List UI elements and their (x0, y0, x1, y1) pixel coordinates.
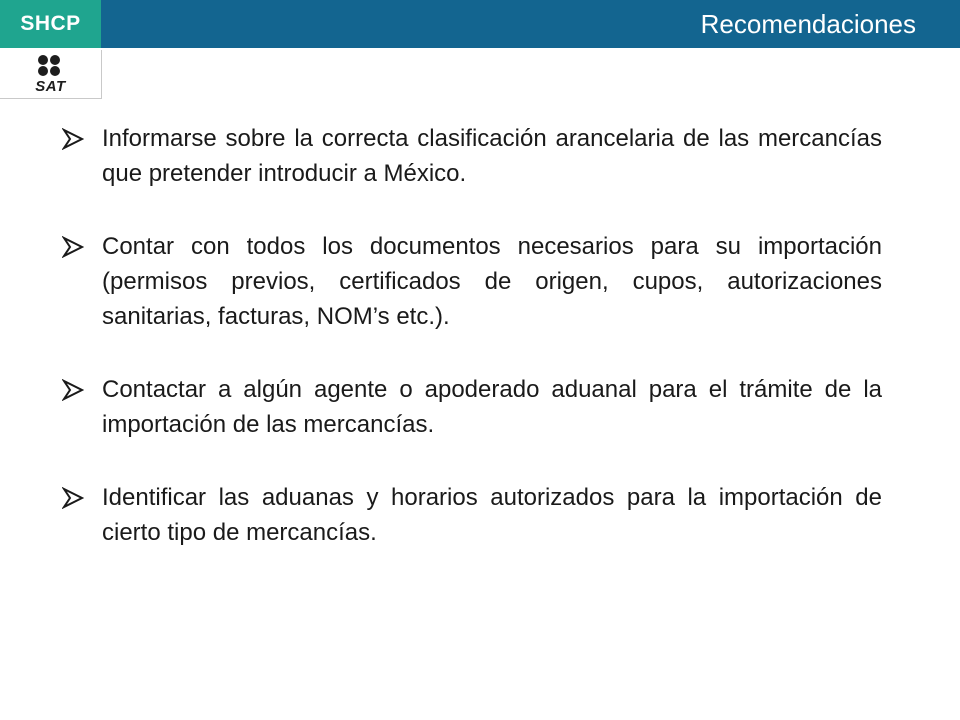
page-title: Recomendaciones (700, 9, 916, 39)
list-item-text: Identificar las aduanas y horarios autorizados para la importación de cierto tipo de mercancías. (102, 484, 882, 546)
shcp-logo (0, 0, 101, 48)
list-item (62, 121, 882, 191)
list-item-text: Contactar a algún agente o apoderado aduanal para el trámite de la importación de las mercancías. (102, 376, 882, 438)
arrowhead-icon (62, 379, 84, 401)
recommendations-list (62, 121, 882, 550)
list-item (62, 480, 882, 550)
shcp-logo-text: SHCP (20, 12, 81, 35)
list-item (62, 372, 882, 442)
list-item (62, 229, 882, 334)
header-bar (0, 0, 960, 48)
arrowhead-icon (62, 128, 84, 150)
list-item-text: Contar con todos los documentos necesarios para su importación (permisos previos, certificados de origen, cupos, autorizaciones sanitarias, facturas, NOM’s etc.). (102, 233, 882, 330)
sat-dots-icon (30, 54, 70, 80)
sat-logo-text: SAT (35, 78, 66, 95)
sat-logo (0, 50, 102, 99)
arrowhead-icon (62, 487, 84, 509)
arrowhead-icon (62, 236, 84, 258)
list-item-text: Informarse sobre la correcta clasificación arancelaria de las mercancías que pretender introducir a México. (102, 125, 882, 187)
